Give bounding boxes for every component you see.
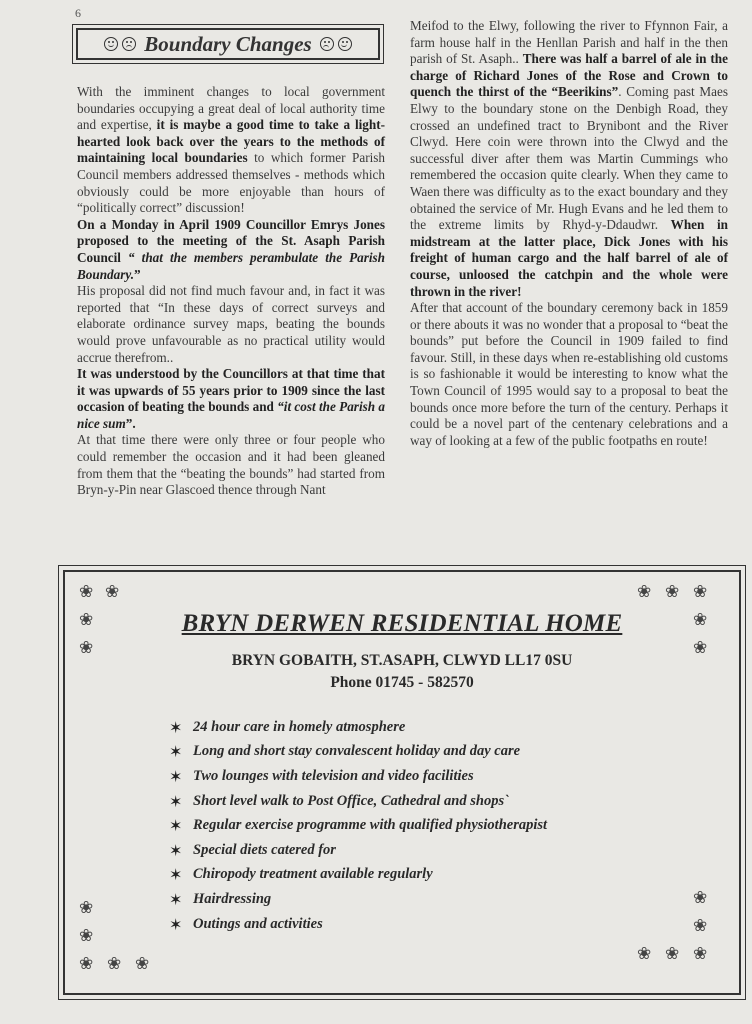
advert-feature-text: Outings and activities [193,915,323,932]
flower-ornament-icon: ❀ [79,926,94,946]
flower-ornament-icon: ❀ [79,638,94,658]
text-run: ”. [125,415,136,431]
advert-feature-list [169,715,649,936]
star-bullet-icon: ✶ [169,717,183,737]
article-left-column [77,84,385,499]
advert-feature-item [169,789,649,814]
text-run: When in midstream at the latter place, Dick Jones with his freight of human cargo and the half barrel of ale of course, unloosed the catchpin and the whole were thrown in the river! [410,217,728,299]
text-run: . Coming past Maes Elwy to the boundary stone on the Denbigh Road, they crossed an undefined tract to Brynibont and the River Clwyd. Here coin were thrown into the Clwyd and the successful diver after them was Martin Cummings who remembered the occasion quite clearly. When they came to Waen there was difficulty as to the exact boundary and they obtained the service of Mr. Hugh Evans and he led them to the extreme limits by Rhyd-y-Ddaudwr. [410,84,728,233]
star-bullet-icon: ✶ [169,865,183,885]
text-run: There was half a barrel of ale in the charge of Richard Jones of the Rose and Crown to quench the thirst of the “Beerikins” [410,51,728,100]
advert-feature-text: 24 hour care in homely atmosphere [193,718,406,735]
advert-feature-item [169,715,649,740]
article-paragraph [410,300,728,449]
text-run: It was understood by the Councillors at that time that it was upwards of 55 years prior to 1909 since the last occasion of beating the bounds and [77,366,385,415]
flower-ornament-icon: ❀ [665,582,680,602]
advert-inner-frame [63,570,741,995]
text-run: With the imminent changes to local government boundaries occupying a great deal of local authority time and expertise, [77,84,385,133]
article-paragraph [77,84,385,217]
advert-feature-item [169,912,649,937]
advert-feature-item [169,838,649,863]
flower-ornament-icon: ❀ [665,944,680,964]
smiley-sad-icon [320,37,334,51]
smiley-sad-icon [122,37,136,51]
flower-ornament-icon: ❀ [637,944,652,964]
star-bullet-icon: ✶ [169,889,183,909]
flower-ornament-icon: ❀ [693,944,708,964]
advert-feature-item [169,740,649,765]
advert-address: BRYN GOBAITH, ST.ASAPH, CLWYD LL17 0SU [231,652,573,669]
article-right-column [410,18,728,449]
advert-feature-item [169,863,649,888]
flower-ornament-icon: ❀ [693,888,708,908]
smiley-happy-icon [104,37,118,51]
text-run: His proposal did not find much favour and, in fact it was reported that “In these days of correct surveys and elaborate ordinance survey maps, beating the bounds would prove unfavourable as no practical utility would accrue therefrom.. [77,283,385,365]
advert-feature-item [169,887,649,912]
advert-feature-text: Long and short stay convalescent holiday and day care [193,743,521,760]
star-bullet-icon: ✶ [169,791,183,811]
star-bullet-icon: ✶ [169,766,183,786]
smiley-happy-icon [338,37,352,51]
advert-title: BRYN DERWEN RESIDENTIAL HOME [181,610,623,637]
article-paragraph [77,432,385,498]
article-paragraph [77,283,385,366]
flower-ornament-icon: ❀ [693,916,708,936]
flower-ornament-icon: ❀ [79,582,94,602]
article-paragraph [410,18,728,300]
advert-feature-text: Chiropody treatment available regularly [193,866,433,883]
text-run: “ that the members perambulate the Parish Boundary. [77,249,386,282]
star-bullet-icon: ✶ [169,914,183,934]
flower-ornament-icon: ❀ [637,582,652,602]
text-run: “it cost the Parish a nice sum [77,399,385,431]
advert-phone: Phone 01745 - 582570 [330,674,474,691]
text-run: to which former Parish Council members addressed themselves - methods which obviously could be more enjoyable than hours of “politically correct” discussion! [77,150,385,216]
advert-feature-item [169,813,649,838]
advert-feature-text: Two lounges with television and video facilities [193,767,474,784]
flower-ornament-icon: ❀ [693,610,708,630]
star-bullet-icon: ✶ [169,742,183,762]
page-number: 6 [75,6,81,20]
star-bullet-icon: ✶ [169,840,183,860]
text-run: it is maybe a good time to take a light-hearted look back over the years to the methods of maintaining local boundaries [77,117,385,166]
article-paragraph [77,217,385,283]
advert-box [58,565,746,1000]
advert-feature-text: Short level walk to Post Office, Cathedral and shops` [193,792,509,809]
advert-feature-text: Regular exercise programme with qualified physiotherapist [193,817,548,834]
flower-ornament-icon: ❀ [693,582,708,602]
text-run: After that account of the boundary ceremony back in 1859 or there abouts it was no wonder that a proposal to “beat the bounds” put before the Council in 1909 failed to find favour. Still, in these days when re-establishing old customs is so fashionable it would be interesting to know what the Town Council of 1995 would say to a proposal to beat the bounds once more before the turn of the century. Perhaps it could be a novel part of the centenary celebrations and a way of looking at a few of the public footpaths en route! [410,300,728,448]
text-run: On a Monday in April 1909 Councillor Emrys Jones proposed to the meeting of the St. Asaph Parish Council [77,216,385,265]
flower-ornament-icon: ❀ [79,954,94,974]
article-title-box [72,24,384,64]
text-run: At that time there were only three or four people who could remember the occasion and it had been gleaned from them that the “beating the bounds” had started from Bryn-y-Pin near Glascoed thence through Nant [77,432,385,498]
star-bullet-icon: ✶ [169,816,183,836]
flower-ornament-icon: ❀ [105,582,120,602]
flower-ornament-icon: ❀ [79,610,94,630]
article-paragraph [77,366,385,432]
text-run: ” [134,266,141,282]
advert-feature-text: Special diets catered for [193,841,336,858]
flower-ornament-icon: ❀ [107,954,122,974]
text-run: Meifod to the Elwy, following the river to Ffynnon Fair, a farm house half in the Henllan Parish and half in the then parish of St. Asaph.. [410,18,728,67]
flower-ornament-icon: ❀ [693,638,708,658]
advert-feature-item [169,764,649,789]
flower-ornament-icon: ❀ [135,954,150,974]
article-title: Boundary Changes [144,31,312,56]
advert-feature-text: Hairdressing [193,890,272,907]
flower-ornament-icon: ❀ [79,898,94,918]
